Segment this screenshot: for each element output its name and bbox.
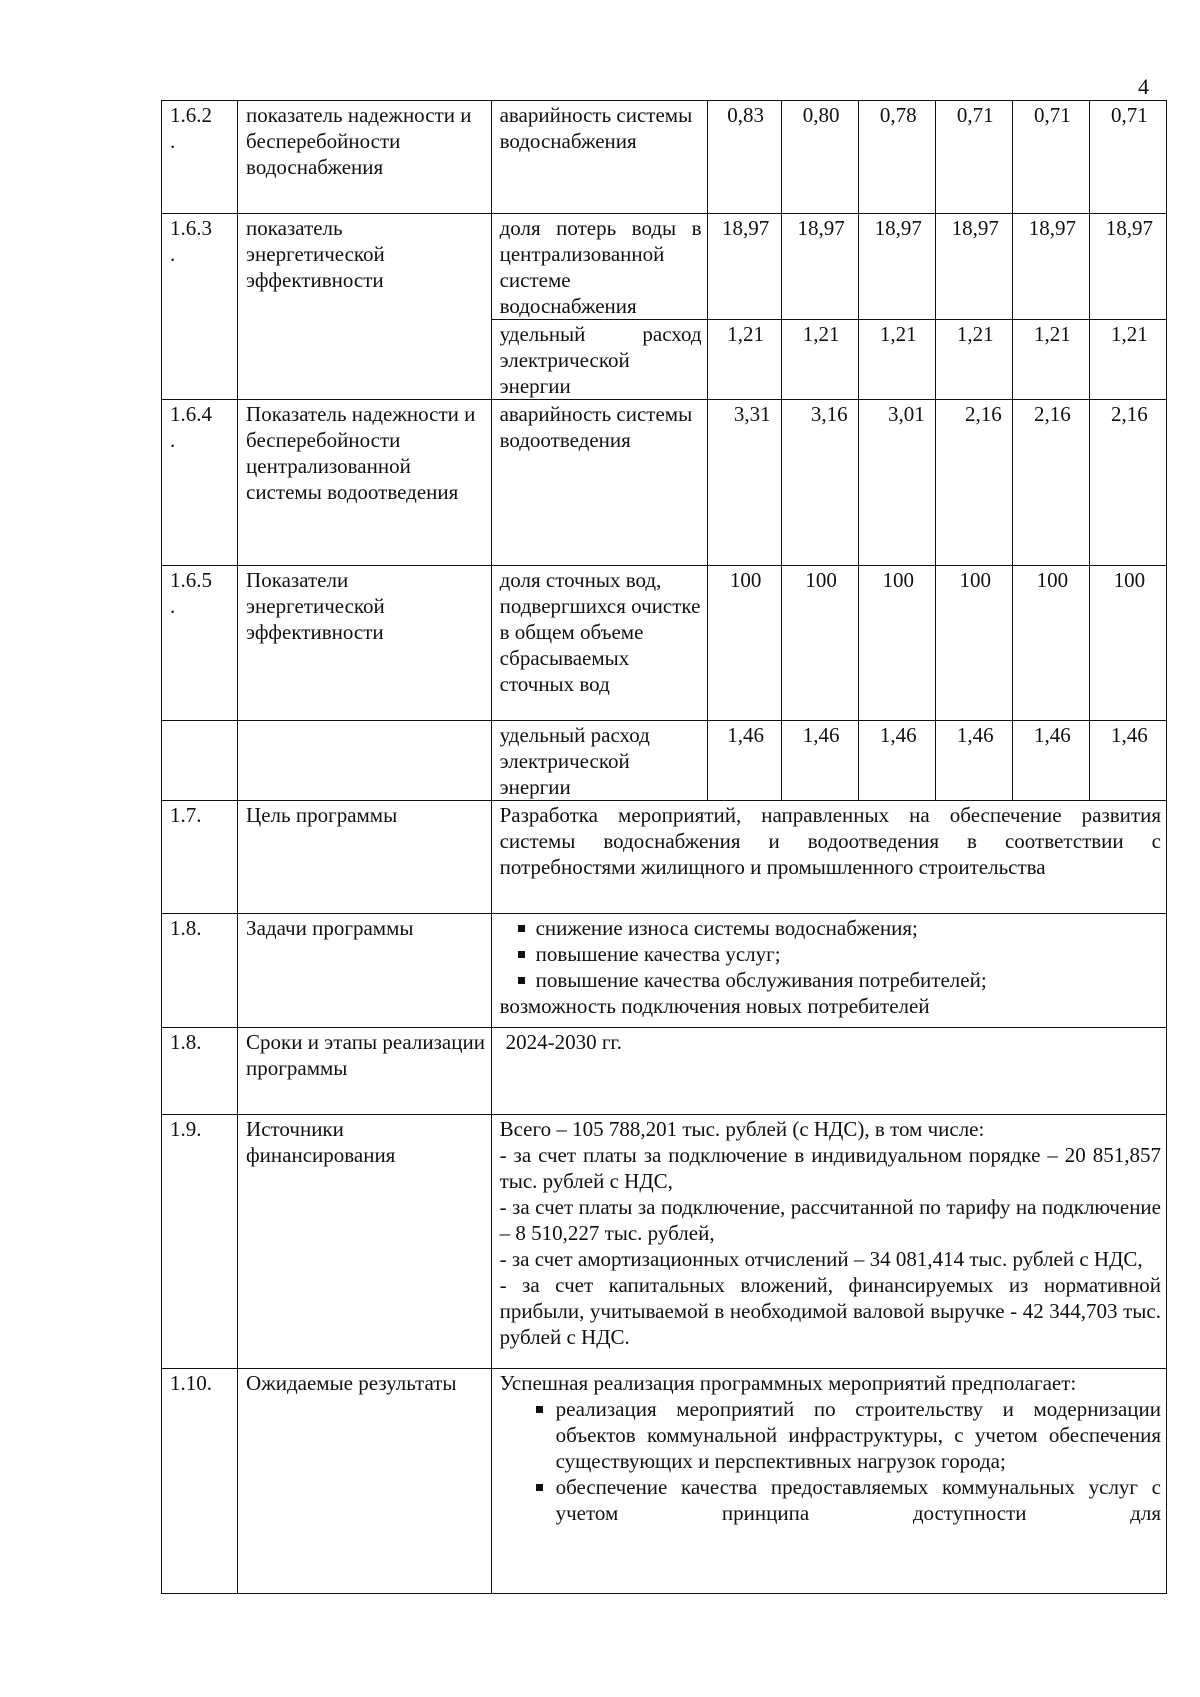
value-cell: 1,21 [858, 320, 935, 400]
row-name: Ожидаемые результаты [238, 1369, 492, 1594]
value-cell: 1,21 [935, 320, 1012, 400]
financing-line: Всего – 105 788,201 тыс. рублей (с НДС), в том числе: [499, 1117, 985, 1141]
value-cell: 1,21 [1089, 320, 1166, 400]
value-cell: 100 [1089, 566, 1166, 721]
value-cell: 3,31 [707, 400, 781, 566]
row-1-6-2 [162, 101, 1167, 214]
results-intro: Успешная реализация программных мероприятий предполагает: [499, 1371, 1077, 1395]
row-1-6-4 [162, 400, 1167, 566]
value-cell: 0,71 [1089, 101, 1166, 214]
row-1-6-5 [162, 566, 1167, 721]
row-1-7 [162, 801, 1167, 914]
results-cell [491, 1369, 1166, 1594]
row-name: показатель энергетической эффективности [238, 214, 492, 400]
empty-cell [238, 721, 492, 801]
row-number: 1.7. [162, 801, 238, 914]
goal-text: Разработка мероприятий, направленных на обеспечение развития системы водоснабжения и водоотведения в соответствии с потребностями жилищного и промышленного строительства [491, 801, 1166, 914]
value-cell: 2,16 [935, 400, 1012, 566]
indicator-name: удельный расход электрической энергии [491, 320, 707, 400]
value-cell: 0,78 [858, 101, 935, 214]
value-cell: 1,46 [1012, 721, 1089, 801]
row-name: показатель надежности и бесперебойности водоснабжения [238, 101, 492, 214]
financing-line: - за счет платы за подключение в индивидуальном порядке – 20 851,857 тыс. рублей с НДС, [499, 1143, 1161, 1193]
value-cell: 1,21 [707, 320, 781, 400]
value-cell: 1,46 [781, 721, 858, 801]
value-cell: 1,21 [781, 320, 858, 400]
value-cell: 3,01 [858, 400, 935, 566]
row-number: 1.9. [162, 1115, 238, 1369]
row-1-6-5-b [162, 721, 1167, 801]
empty-cell [162, 721, 238, 801]
row-1-8-terms [162, 1028, 1167, 1115]
value-cell: 100 [781, 566, 858, 721]
value-cell: 18,97 [1089, 214, 1166, 320]
value-cell: 100 [707, 566, 781, 721]
indicator-name: аварийность системы водоотведения [491, 400, 707, 566]
value-cell: 0,71 [1012, 101, 1089, 214]
row-1-10 [162, 1369, 1167, 1594]
value-cell: 1,46 [1089, 721, 1166, 801]
row-1-8-tasks [162, 914, 1167, 1028]
indicator-name: аварийность системы водоснабжения [491, 101, 707, 214]
value-cell: 18,97 [858, 214, 935, 320]
value-cell: 1,46 [858, 721, 935, 801]
row-number: 1.6.5 . [162, 566, 238, 721]
value-cell: 3,16 [781, 400, 858, 566]
row-number: 1.6.2 . [162, 101, 238, 214]
financing-line: - за счет платы за подключение, рассчитанной по тарифу на подключение – 8 510,227 тыс. рублей, [499, 1195, 1161, 1245]
value-cell: 100 [858, 566, 935, 721]
row-name: Источники финансирования [238, 1115, 492, 1369]
tasks-cell [491, 914, 1166, 1028]
row-1-6-3 [162, 214, 1167, 320]
financing-cell [491, 1115, 1166, 1369]
row-number: 1.6.4 . [162, 400, 238, 566]
value-cell: 18,97 [781, 214, 858, 320]
value-cell: 0,71 [935, 101, 1012, 214]
value-cell: 1,46 [935, 721, 1012, 801]
page-number: 4 [1138, 74, 1149, 99]
row-number: 1.8. [162, 914, 238, 1028]
row-1-9 [162, 1115, 1167, 1369]
value-cell: 2,16 [1089, 400, 1166, 566]
task-item: повышение качества обслуживания потребителей; [536, 967, 1161, 993]
terms-text: 2024-2030 гг. [491, 1028, 1166, 1115]
value-cell: 1,46 [707, 721, 781, 801]
row-number: 1.10. [162, 1369, 238, 1594]
value-cell: 0,83 [707, 101, 781, 214]
value-cell: 100 [1012, 566, 1089, 721]
task-item: повышение качества услуг; [536, 941, 1161, 967]
value-cell: 18,97 [1012, 214, 1089, 320]
row-name: Сроки и этапы реализации программы [238, 1028, 492, 1115]
row-name: Цель программы [238, 801, 492, 914]
indicator-name: удельный расход электрической энергии [491, 721, 707, 801]
task-tail: возможность подключения новых потребителей [499, 994, 930, 1018]
passport-table [161, 100, 1167, 1594]
row-number: 1.8. [162, 1028, 238, 1115]
tasks-list [500, 915, 1161, 993]
row-name: Задачи программы [238, 914, 492, 1028]
row-number: 1.6.3 . [162, 214, 238, 400]
indicator-name: доля сточных вод, подвергшихся очистке в общем объеме сбрасываемых сточных вод [491, 566, 707, 721]
value-cell: 18,97 [707, 214, 781, 320]
value-cell: 2,16 [1012, 400, 1089, 566]
value-cell: 18,97 [935, 214, 1012, 320]
result-item: реализация мероприятий по строительству и модернизации объектов коммунальной инфраструктуры, с учетом обеспечения существующих и перспективных нагрузок города; [536, 1396, 1161, 1474]
value-cell: 1,21 [1012, 320, 1089, 400]
result-item: обеспечение качества предоставляемых коммунальных услуг с учетом принципа доступности для [536, 1474, 1161, 1526]
value-cell: 0,80 [781, 101, 858, 214]
financing-line: - за счет амортизационных отчислений – 34 081,414 тыс. рублей с НДС, [499, 1247, 1143, 1271]
results-list [500, 1396, 1161, 1526]
task-item: снижение износа системы водоснабжения; [536, 915, 1161, 941]
row-name: Показатели энергетической эффективности [238, 566, 492, 721]
row-name: Показатель надежности и бесперебойности централизованной системы водоотведения [238, 400, 492, 566]
value-cell: 100 [935, 566, 1012, 721]
indicator-name: доля потерь воды в централизованной системе водоснабжения [491, 214, 707, 320]
financing-line: - за счет капитальных вложений, финансируемых из нормативной прибыли, учитываемой в необходимой валовой выручке - 42 344,703 тыс. рублей с НДС. [499, 1273, 1161, 1349]
